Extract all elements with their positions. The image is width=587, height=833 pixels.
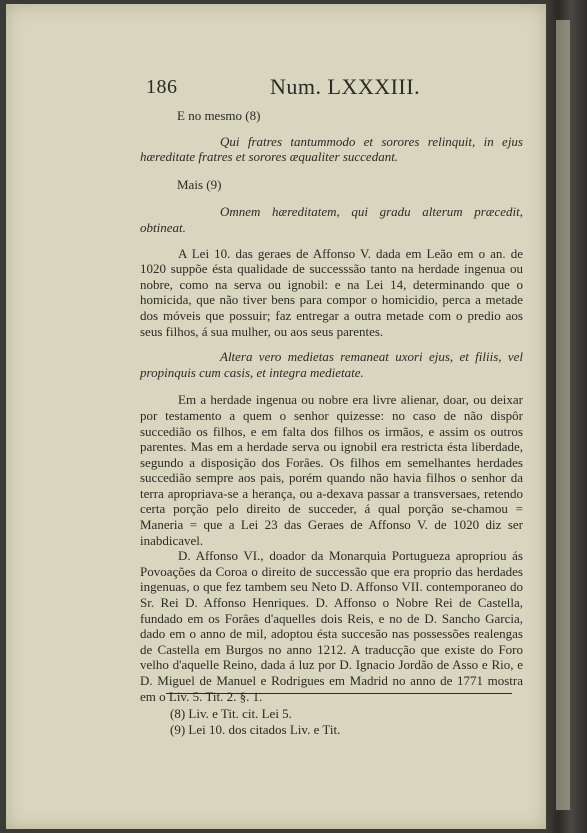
latin-quote: Altera vero medietas remaneat uxori ejus, et filiis, vel propinquis cum casis, et integra medietate. (140, 349, 523, 380)
page-number: 186 (146, 76, 178, 98)
footnote: (9) Lei 10. dos citados Liv. e Tit. (170, 722, 341, 737)
paragraph: D. Affonso VI., doador da Monarquia Portugueza apropriou ás Povoações da Coroa o direito de successão que era proprio das herdades ingenuas, o que fez tambem seu Neto D. Affonso VII. contemporaneo do Sr. Rei D. Affonso Henriques. D. Affonso o Nobre Rei de Castella, fundado em os Forâes d'aquelles dois Reis, e no de D. Sancho Garcia, dado em o anno de mil, adoptou ésta succesão nas possessões realengas de Castella em Burgos no anno 1212. A traducção que existe do Foro velho d'aquelle Reino, dada á luz por D. Ignacio Jordão de Asso e Rio, e D. Miguel de Manuel e Rodrigues em Madrid no anno de 1771 mostra em o Liv. 5. Tit. 2. §. 1. (140, 548, 523, 704)
intro-text: Mais (9) (177, 176, 222, 192)
page-body (140, 104, 523, 704)
latin-quote: Qui fratres tantummodo et sorores relinquit, in ejus hæreditate fratres et sorores æqualiter succedant. (140, 133, 523, 165)
adjacent-page-edge (546, 0, 587, 833)
book-page (6, 4, 546, 829)
footnotes (170, 706, 510, 738)
intro-text: E no mesmo (8) (177, 108, 261, 123)
running-head: Num. LXXXIII. (270, 74, 421, 99)
page-edge-strip (556, 20, 570, 810)
paragraph: A Lei 10. das geraes de Affonso V. dada em Leão em o an. de 1020 suppõe ésta qualidade de successsão tanto na herdade ingenua ou nobre, como na serva ou ignobil: e na Lei 14, determinando que o homicida, que não tiver bens para compor o homicidio, perca a metade dos móveis que possuir; faz entregar a outra metade com o predio aos seus filhos, á sua mulher, ou aos seus parentes. (140, 245, 523, 339)
footnote-divider (166, 693, 512, 694)
page-header (146, 74, 526, 102)
latin-quote: Omnem hæreditatem, qui gradu alterum præcedit, obtineat. (140, 204, 523, 235)
footnote: (8) Liv. e Tit. cit. Lei 5. (170, 706, 292, 721)
paragraph: Em a herdade ingenua ou nobre era livre alienar, doar, ou deixar por testamento a quem o senhor quizesse: no caso de não dispôr succedião os filhos, e em falta dos filhos os irmãos, e assim os outros parentes. Mas em a herdade serva ou ignobil era restricta ésta liberdade, segundo a disposição dos Forâes. Os filhos em semelhantes herdades succedião sempre aos pais, porém quando não havia filhos o senhor da terra apropriava-se a herança, ou a-dexava passar a transversaes, retendo certa porção pelo direito de succeder, á qual porção se-chamou = Maneria = que a Lei 23 das Geraes de Affonso V. de 1020 diz ser inabdicavel. (140, 392, 523, 548)
